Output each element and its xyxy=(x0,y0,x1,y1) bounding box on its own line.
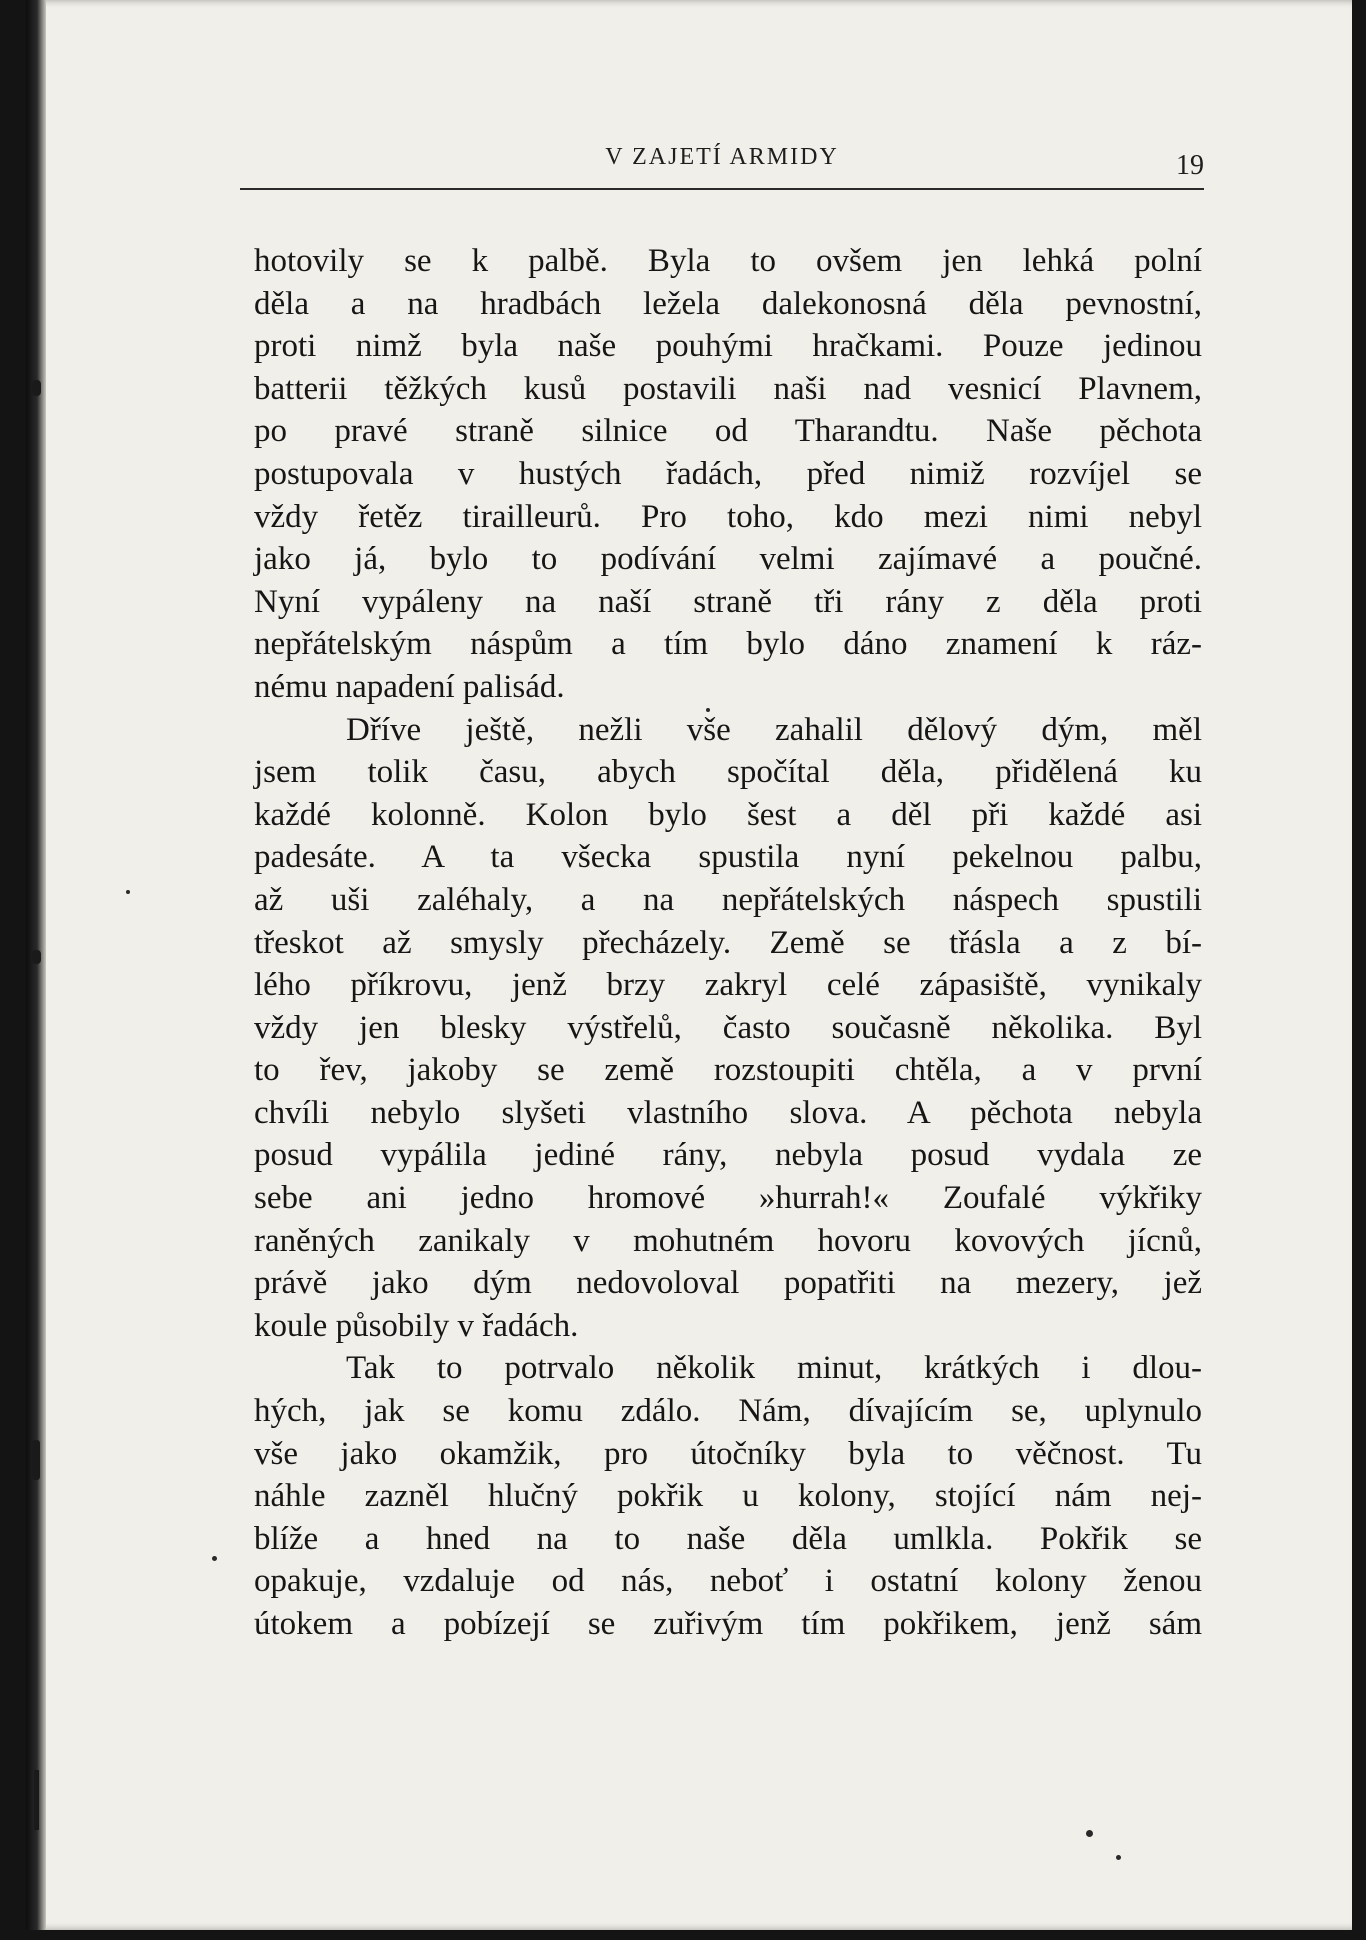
text-line: právě jako dým nedovoloval popatřiti na mezery, jež xyxy=(254,1265,1202,1302)
text-line: to řev, jakoby se země rozstoupiti chtěla, a v první xyxy=(254,1052,1202,1089)
text-line: Nyní vypáleny na naší straně tři rány z děla proti xyxy=(254,583,1202,620)
text-line: lého příkrovu, jenž brzy zakryl celé zápasiště, vynikaly xyxy=(254,967,1202,1004)
text-line: jako já, bylo to podívání velmi zajímavé a poučné. xyxy=(254,541,1202,578)
running-title: V ZAJETÍ ARMIDY xyxy=(605,144,839,170)
text-line: po pravé straně silnice od Tharandtu. Naše pěchota xyxy=(254,413,1202,450)
body-text xyxy=(254,240,1202,1646)
text-line: nepřátelským náspům a tím bylo dáno znamení k ráz- xyxy=(254,626,1202,663)
text-line: náhle zazněl hlučný pokřik u kolony, stojící nám nej- xyxy=(254,1478,1202,1515)
dust-speck xyxy=(1086,1830,1093,1837)
text-line: vše jako okamžik, pro útočníky byla to věčnost. Tu xyxy=(254,1435,1202,1472)
text-line: posud vypálila jediné rány, nebyla posud vydala ze xyxy=(254,1137,1202,1174)
text-line: batterii těžkých kusů postavili naši nad vesnicí Plavnem, xyxy=(254,370,1202,407)
text-line: nému napadení palisád. xyxy=(254,668,565,705)
dust-speck xyxy=(1116,1855,1121,1860)
header-rule xyxy=(240,188,1204,190)
text-line: vždy řetěz tirailleurů. Pro toho, kdo mezi nimi nebyl xyxy=(254,498,1202,535)
text-line: hotovily se k palbě. Byla to ovšem jen lehká polní xyxy=(254,243,1202,279)
margin-mark xyxy=(34,1770,39,1830)
margin-mark xyxy=(32,950,41,964)
text-line: Tak to potrvalo několik minut, krátkých i dlou- xyxy=(346,1350,1202,1387)
text-line: vždy jen blesky výstřelů, často současně několika. Byl xyxy=(254,1009,1202,1046)
text-line: raněných zanikaly v mohutném hovoru kovových jícnů, xyxy=(254,1222,1202,1259)
page-number: 19 xyxy=(1176,150,1204,181)
text-line: jsem tolik času, abych spočítal děla, přidělená ku xyxy=(254,754,1202,791)
dust-speck xyxy=(212,1556,217,1561)
margin-mark xyxy=(32,1440,40,1480)
text-line: opakuje, vzdaluje od nás, neboť i ostatní kolony ženou xyxy=(254,1563,1202,1600)
text-line: proti nimž byla naše pouhými hračkami. Pouze jedinou xyxy=(254,328,1202,365)
text-line: blíže a hned na to naše děla umlkla. Pokřik se xyxy=(254,1520,1202,1557)
text-line: hých, jak se komu zdálo. Nám, dívajícím se, uplynulo xyxy=(254,1393,1202,1430)
text-line: útokem a pobízejí se zuřivým tím pokřikem, jenž sám xyxy=(254,1606,1202,1642)
book-page xyxy=(26,0,1352,1930)
text-line: koule působily v řadách. xyxy=(254,1307,579,1344)
text-line: postupovala v hustých řadách, před nimiž rozvíjel se xyxy=(254,455,1202,492)
text-line: chvíli nebylo slyšeti vlastního slova. A pěchota nebyla xyxy=(254,1094,1202,1131)
margin-mark xyxy=(32,380,41,396)
book-spine-shadow xyxy=(26,0,46,1930)
running-head xyxy=(240,138,1204,181)
text-line: padesáte. A ta všecka spustila nyní pekelnou palbu, xyxy=(254,839,1202,876)
text-line: Dříve ještě, nežli vše zahalil dělový dým, měl xyxy=(346,711,1202,748)
text-line: každé kolonně. Kolon bylo šest a děl při každé asi xyxy=(254,796,1202,833)
dust-speck xyxy=(126,890,130,894)
text-line: děla a na hradbách ležela dalekonosná děla pevnostní, xyxy=(254,285,1202,322)
text-line: sebe ani jedno hromové »hurrah!« Zoufalé výkřiky xyxy=(254,1180,1202,1217)
text-line: až uši zaléhaly, a na nepřátelských náspech spustili xyxy=(254,881,1202,918)
text-line: třeskot až smysly přecházely. Země se třásla a z bí- xyxy=(254,924,1202,961)
